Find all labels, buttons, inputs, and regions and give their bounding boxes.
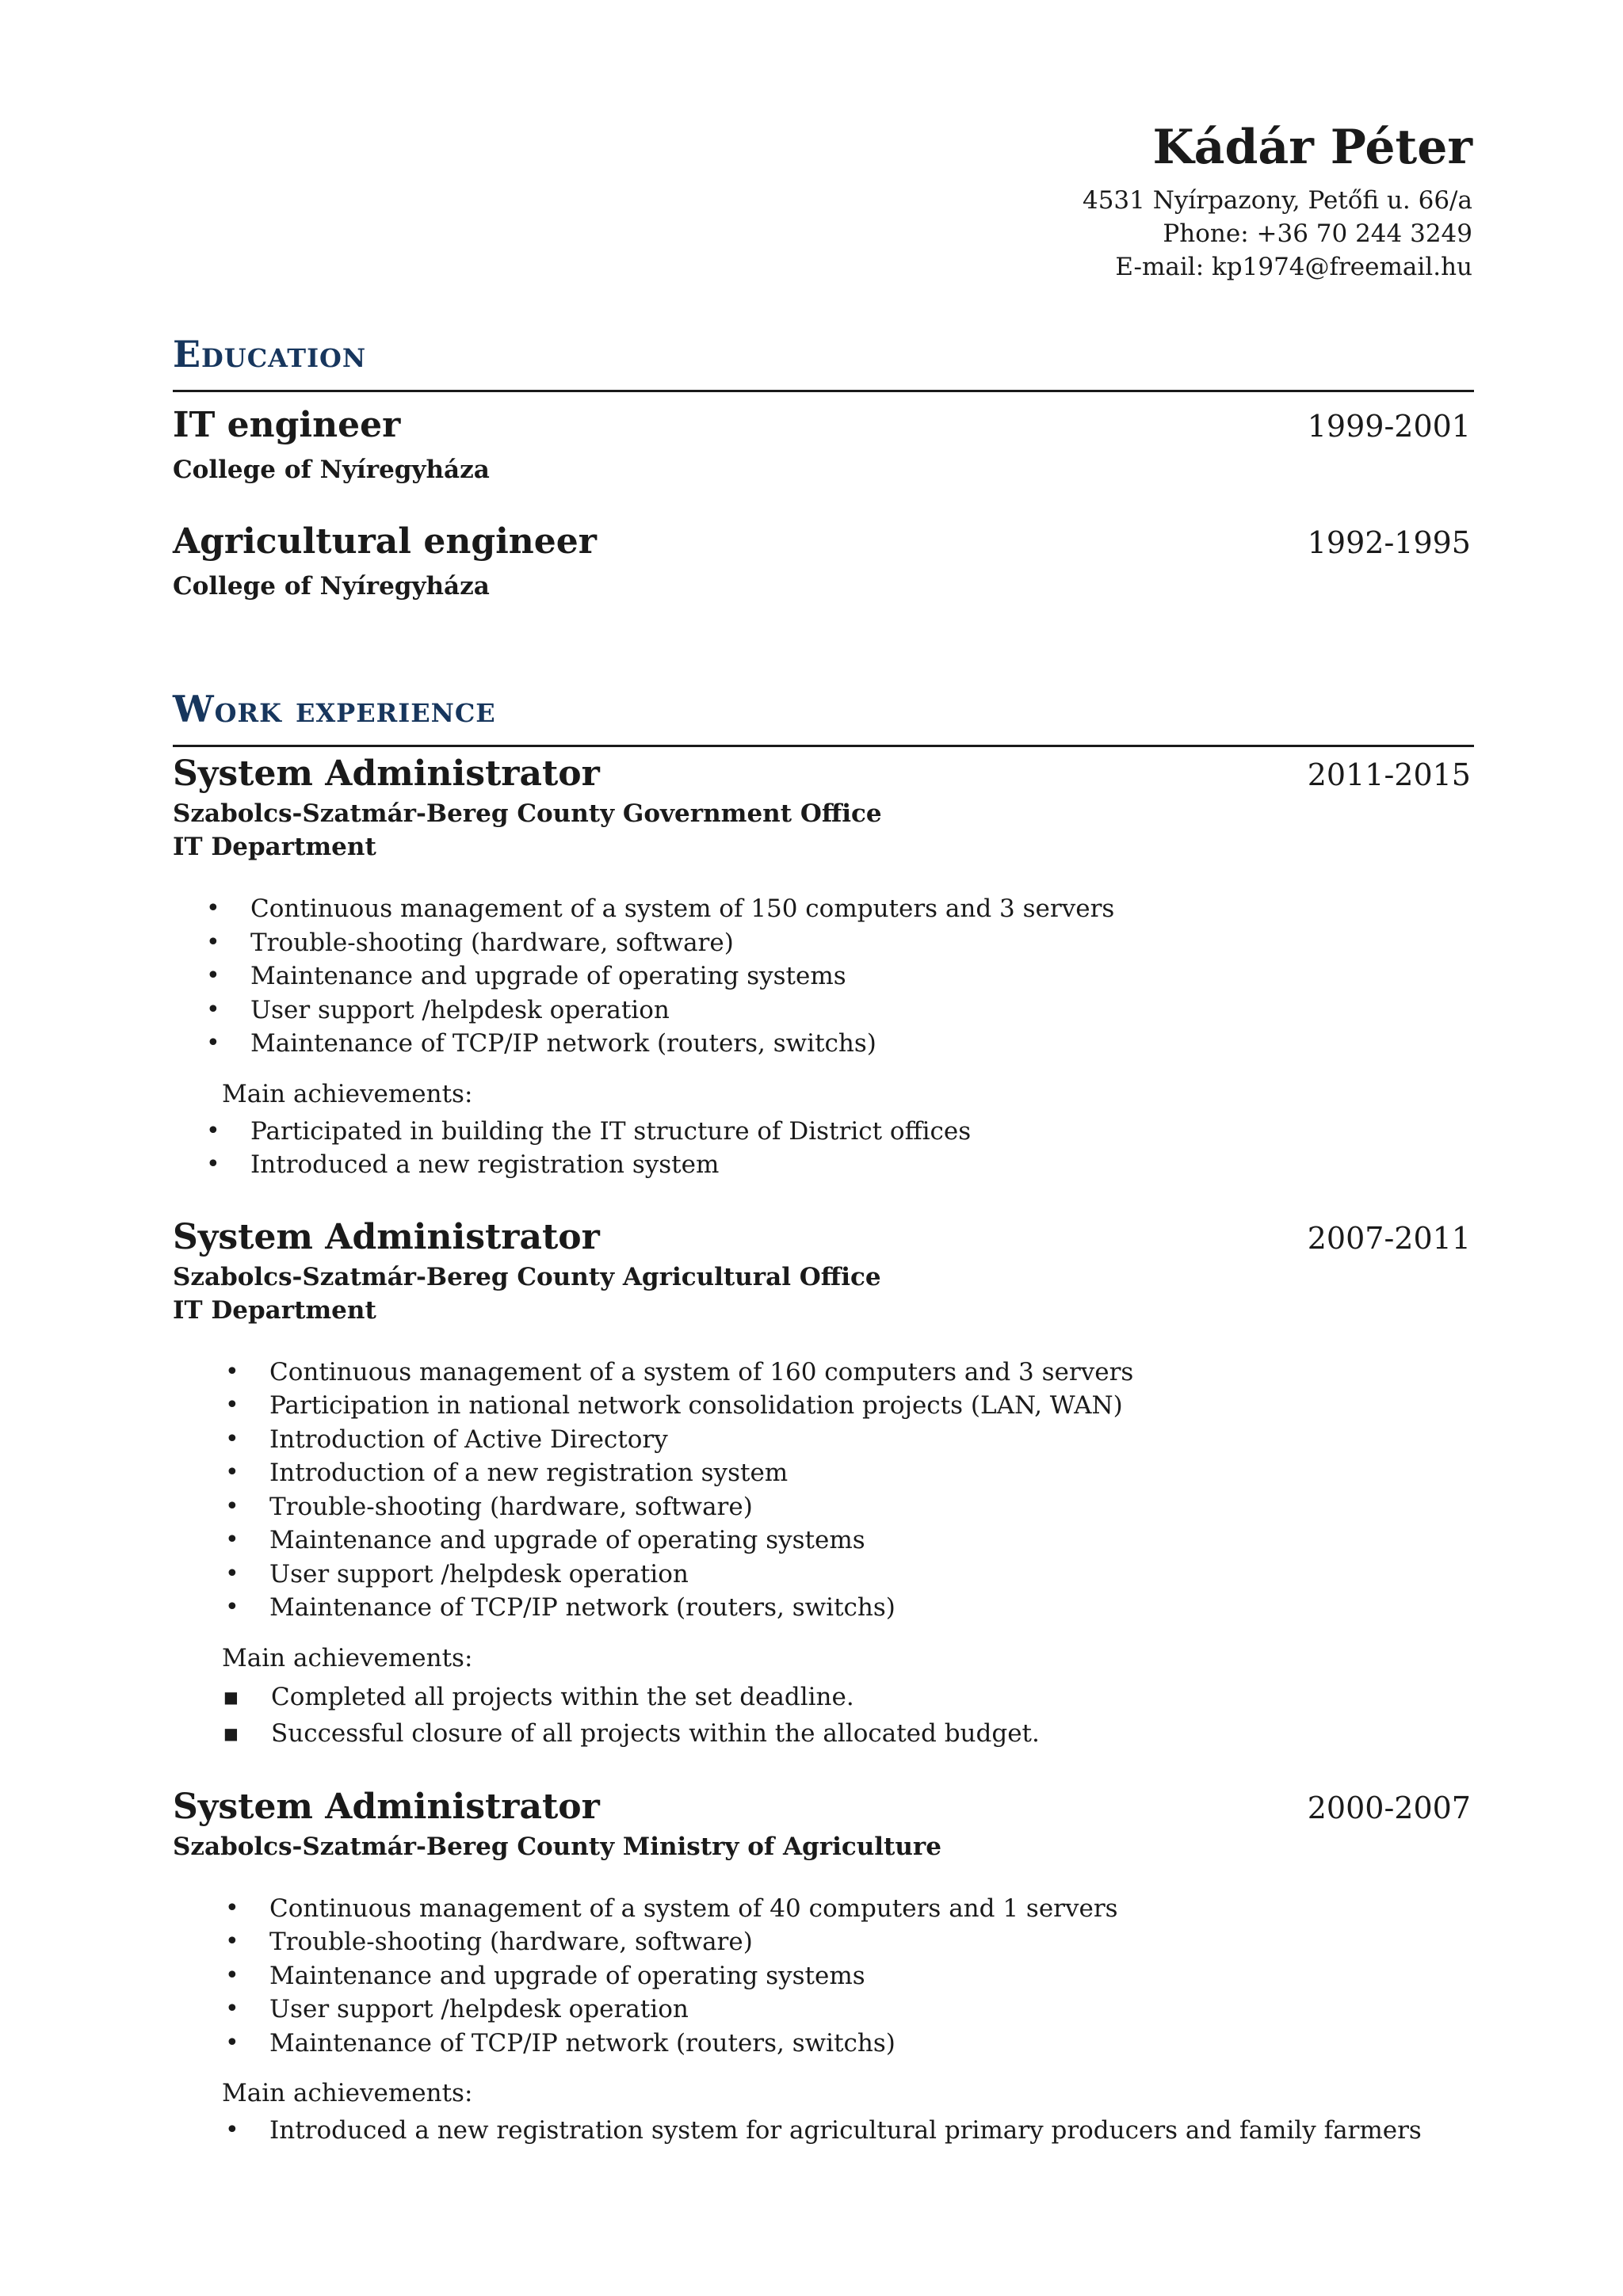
list-item: • Introduced a new registration system for agricultural primary producers and family farmers [269,2114,1474,2148]
list-item: • Maintenance of TCP/IP network (routers, switchs) [250,1027,1474,1061]
bullet-icon: • [206,962,220,990]
list-item: • Introduction of Active Directory [269,1423,1474,1457]
achievements-list [173,2114,1474,2148]
work-heading: Work experience [173,686,1474,747]
education-dates: 1999-2001 [1307,409,1471,444]
job-dates: 2000-2007 [1307,1790,1471,1825]
employer: Szabolcs-Szatmár-Bereg County Agricultural Office [173,1262,881,1291]
achievements-label: Main achievements: [222,1643,473,1672]
list-item: • Maintenance of TCP/IP network (routers, switchs) [269,2027,1474,2061]
bullet-icon: • [225,1928,239,1955]
bullet-icon: • [225,1391,239,1419]
bullet-icon: • [225,1357,239,1386]
bullet-icon: • [225,2116,239,2144]
list-item: • Maintenance and upgrade of operating systems [269,1524,1474,1558]
school-name: College of Nyíregyháza [173,572,490,601]
bullet-icon: • [206,1150,220,1178]
bullet-icon: • [225,1961,239,1989]
department: IT Department [173,833,376,861]
job-title: System Administrator [173,1786,600,1827]
degree-title: Agricultural engineer [173,521,597,562]
bullet-icon: • [225,1526,239,1554]
list-item: • Participated in building the IT structure of District offices [250,1115,1474,1149]
job-entry [173,752,1474,1182]
duties-list [173,1356,1474,1625]
email: E-mail: kp1974@freemail.hu [1115,253,1472,281]
job-entry [173,1785,1474,2148]
education-entry [173,403,1474,486]
bullet-icon: • [225,1425,239,1453]
bullet-icon: • [225,1894,239,1922]
bullet-icon: • [225,1995,239,2023]
duties-list [173,1892,1474,2061]
list-item: • Trouble-shooting (hardware, software) [269,1490,1474,1524]
square-bullet-icon: ■ [223,1687,239,1707]
achievements-list [173,1115,1474,1182]
square-bullet-icon: ■ [223,1723,239,1743]
list-item: • Participation in national network consolidation projects (LAN, WAN) [269,1389,1474,1423]
education-dates: 1992-1995 [1307,525,1471,560]
phone: Phone: +36 70 244 3249 [1163,219,1472,248]
list-item: • User support /helpdesk operation [269,1993,1474,2027]
list-item: ■ Successful closure of all projects within the allocated budget. [271,1715,1474,1752]
list-item: • Continuous management of a system of 160 computers and 3 servers [269,1356,1474,1390]
bullet-icon: • [225,1593,239,1621]
bullet-icon: • [206,1029,220,1057]
list-item: • Trouble-shooting (hardware, software) [250,926,1474,960]
person-name: Kádár Péter [1152,120,1472,175]
list-item: • Maintenance and upgrade of operating systems [250,959,1474,994]
list-item: • Introduction of a new registration system [269,1456,1474,1490]
school-name: College of Nyíregyháza [173,456,490,484]
list-item: • User support /helpdesk operation [250,994,1474,1028]
bullet-icon: • [206,1116,220,1145]
job-dates: 2011-2015 [1307,757,1471,792]
list-item: • Continuous management of a system of 40 computers and 1 servers [269,1892,1474,1926]
job-entry [173,1215,1474,1752]
list-item: • User support /helpdesk operation [269,1558,1474,1592]
work-section [173,686,1474,2148]
job-dates: 2007-2011 [1307,1220,1471,1256]
bullet-icon: • [225,1459,239,1486]
education-heading: Education [173,331,1474,392]
achievements-label: Main achievements: [222,2079,473,2107]
contact-header [1083,119,1472,284]
education-section [173,331,1474,603]
employer: Szabolcs-Szatmár-Bereg County Government Office [173,799,882,828]
list-item: • Introduced a new registration system [250,1148,1474,1182]
education-entry [173,520,1474,603]
bullet-icon: • [206,928,220,956]
job-title: System Administrator [173,753,600,794]
bullet-icon: • [225,2028,239,2057]
bullet-icon: • [225,1492,239,1520]
list-item: • Maintenance of TCP/IP network (routers, switchs) [269,1591,1474,1625]
department: IT Department [173,1295,376,1325]
achievements-list [173,1679,1474,1752]
list-item: • Continuous management of a system of 150 computers and 3 servers [250,892,1474,926]
bullet-icon: • [225,1559,239,1588]
degree-title: IT engineer [173,405,401,445]
job-title: System Administrator [173,1216,600,1257]
bullet-icon: • [206,995,220,1024]
list-item: ■ Completed all projects within the set deadline. [271,1679,1474,1715]
list-item: • Trouble-shooting (hardware, software) [269,1925,1474,1959]
employer: Szabolcs-Szatmár-Bereg County Ministry of Agriculture [173,1832,941,1861]
list-item: • Maintenance and upgrade of operating systems [269,1959,1474,1993]
duties-list [173,892,1474,1061]
achievements-label: Main achievements: [222,1079,473,1108]
address: 4531 Nyírpazony, Petőfi u. 66/a [1082,186,1472,215]
bullet-icon: • [206,894,220,922]
